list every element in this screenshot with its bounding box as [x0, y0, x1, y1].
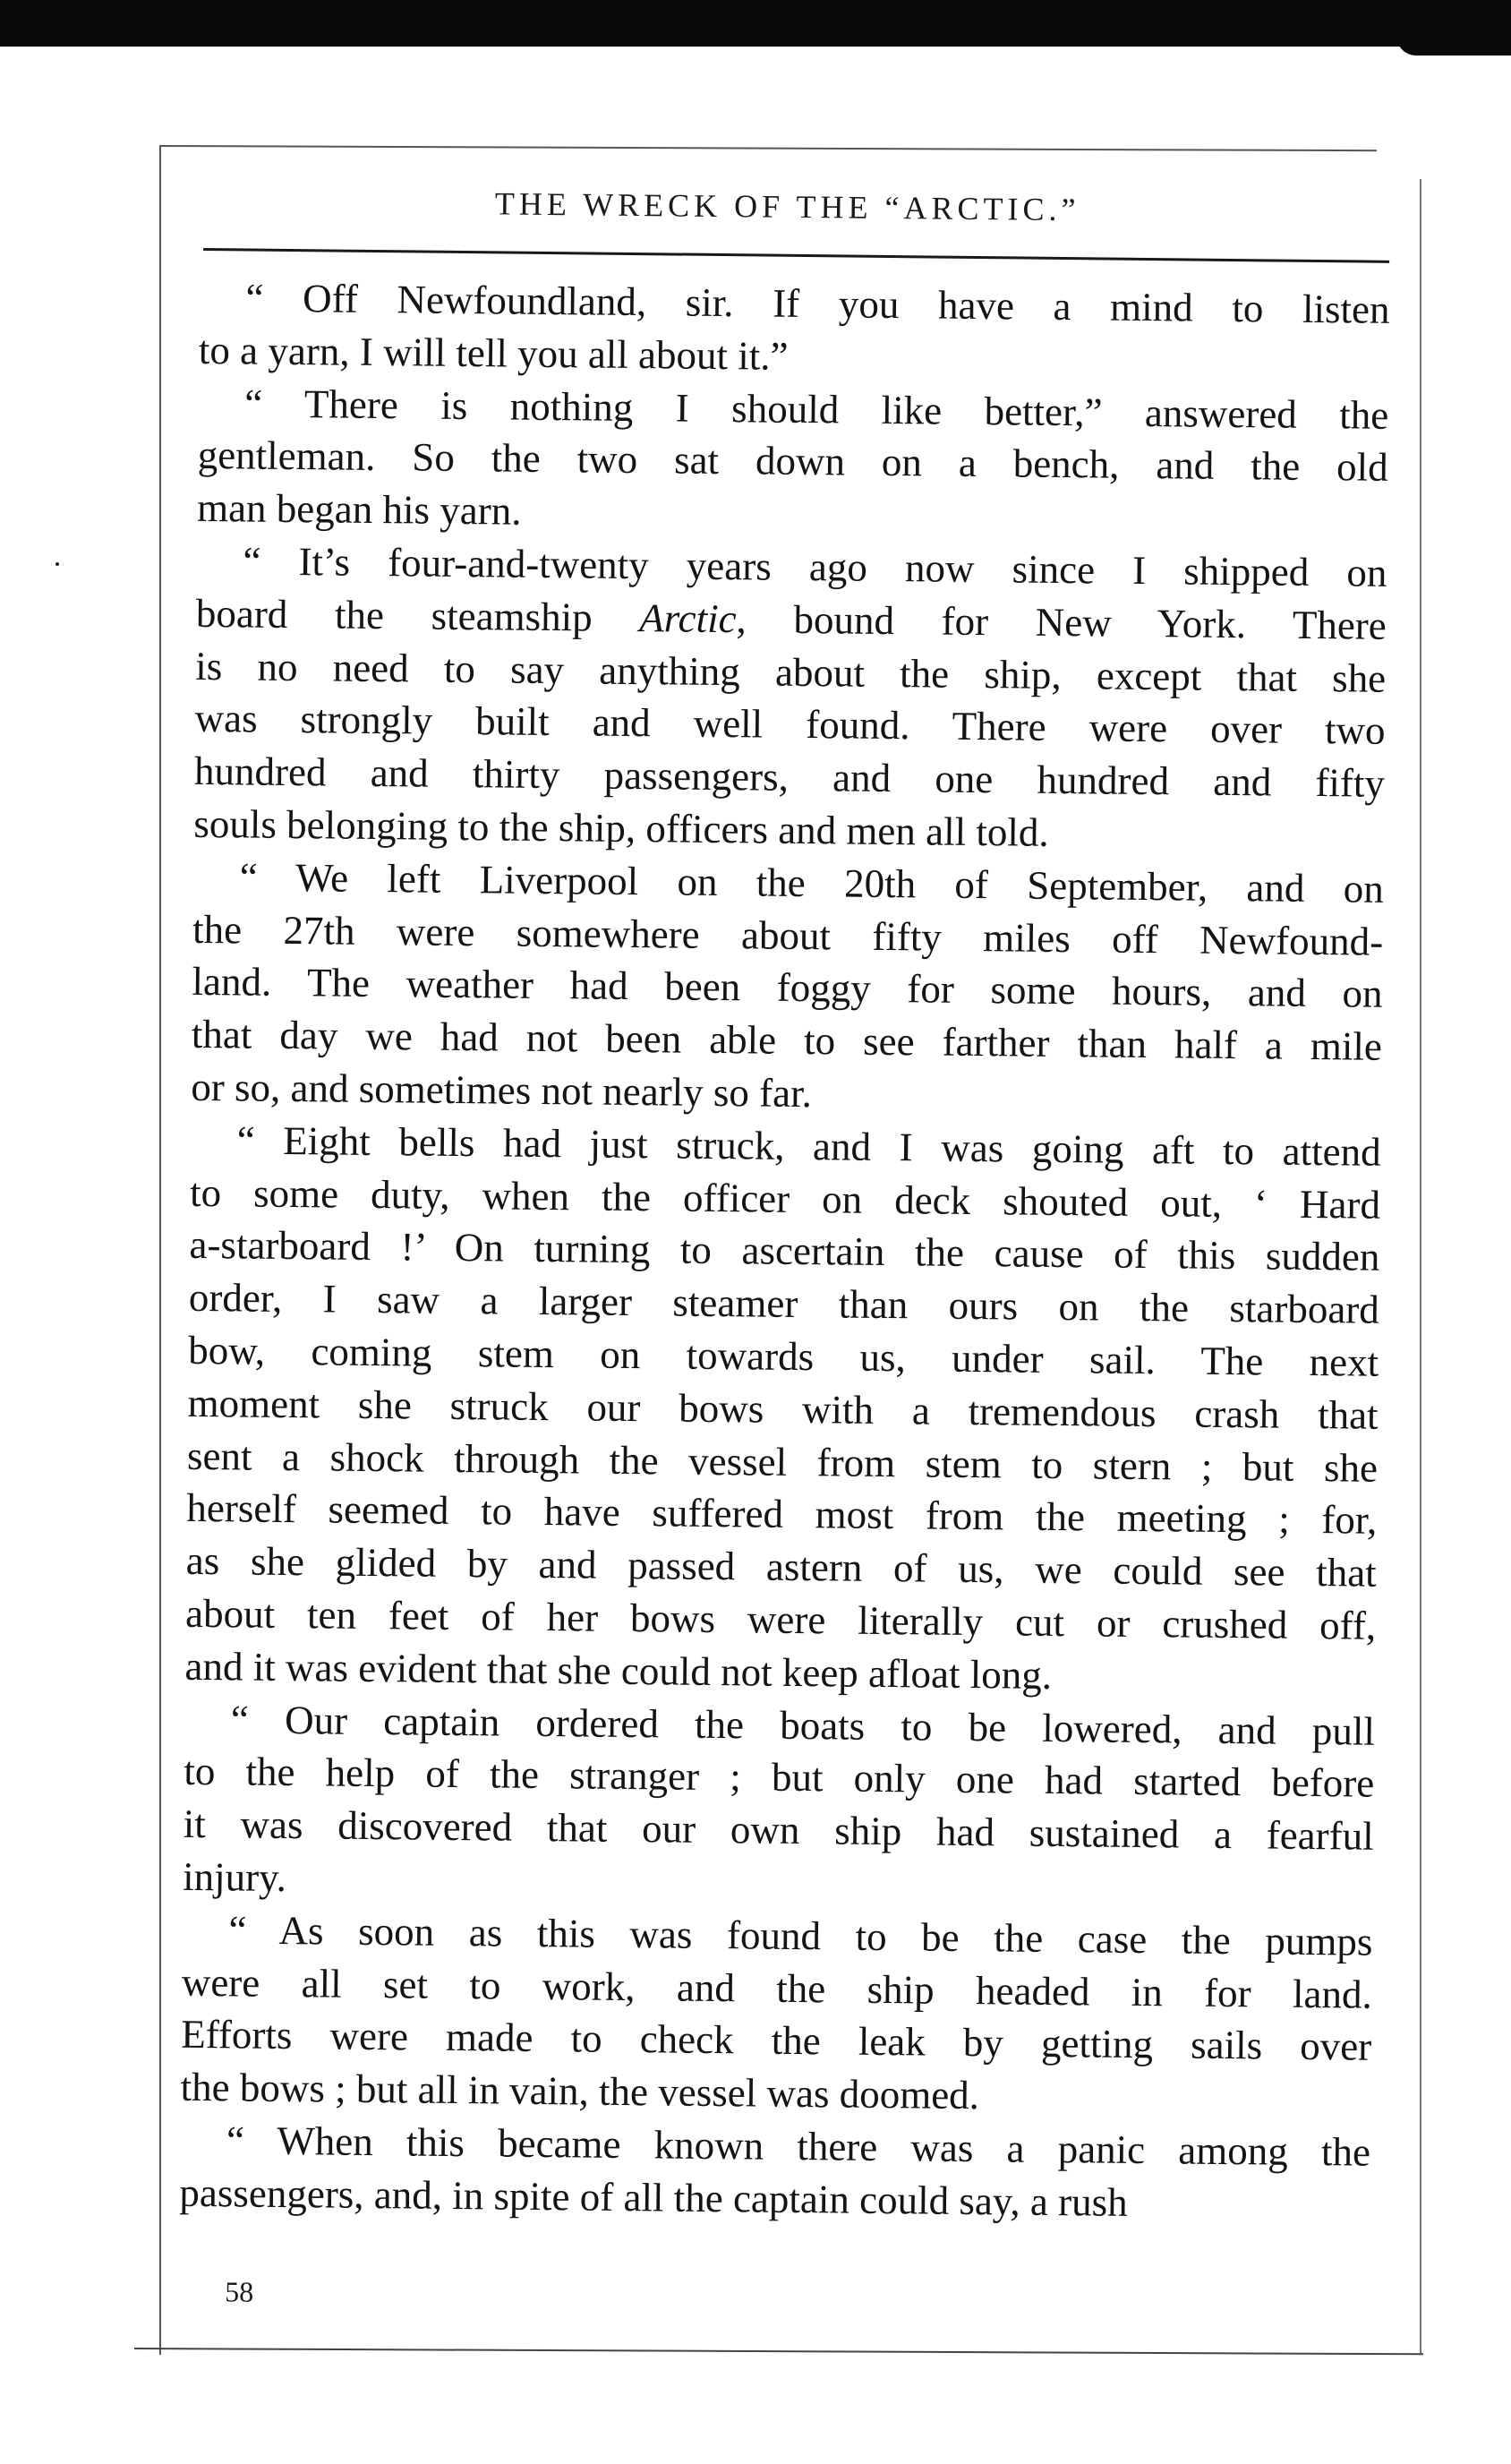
text-line: as she glided by and passed astern of us, we could see that [185, 1537, 1377, 1596]
text-line: the bows ; but all in vain, the vessel was doomed. [180, 2064, 980, 2118]
text-line: “ Eight bells had just struck, and I was going aft to attend [236, 1117, 1381, 1175]
ship-name-italic: Arctic [639, 595, 737, 641]
text-line: was strongly built and well found. There were over two [194, 696, 1386, 754]
text-line: order, I saw a larger steamer than ours on the starboard [188, 1274, 1380, 1332]
text-line: bow, coming stem on towards us, under sail. The next [188, 1327, 1379, 1385]
page-number: 58 [225, 2275, 254, 2308]
text-line: that day we had not been able to see farther than half a mile [191, 1012, 1383, 1069]
text-line: sent a shock through the vessel from stem to stern ; but she [186, 1433, 1379, 1491]
text-line: souls belonging to the ship, officers and men all told. [193, 800, 1049, 855]
text-line: herself seemed to have suffered most from the meeting ; for, [186, 1485, 1378, 1544]
text-line: to some duty, when the officer on deck shouted out, ‘ Hard [189, 1169, 1381, 1228]
text-line: “ Our captain ordered the boats to be lowered, and pull [230, 1696, 1376, 1754]
text-line: man began his yarn. [196, 485, 522, 534]
text-line: about ten feet of her bows were literally cut or crushed off, [184, 1590, 1377, 1648]
text-line: “ It’s four-and-twenty years ago now since I shipped on [243, 538, 1387, 595]
text-line: “ We left Liverpool on the 20th of September, and on [239, 854, 1384, 911]
text-line: were all set to work, and the ship headed in for land. [181, 1959, 1373, 2017]
text-line: “ There is nothing I should like better,” answered the [244, 381, 1389, 438]
running-head: THE WRECK OF THE “ARCTIC.” [494, 185, 1080, 228]
text-line: “ As soon as this was found to be the case the pumps [228, 1907, 1373, 1964]
text-line: and it was evident that she could not keep afloat long. [184, 1643, 1053, 1698]
paragraph [179, 2114, 1370, 2232]
paragraph [191, 851, 1384, 1126]
text-line: moment she struck our bows with a tremendous crash that [187, 1380, 1379, 1438]
text-line: “ When this became known there was a panic among the [226, 2118, 1371, 2175]
text-line: to a yarn, I will tell you all about it.” [198, 327, 789, 379]
text-line: hundred and thirty passengers, and one hundred and fifty [193, 749, 1386, 806]
paragraph [184, 1114, 1381, 1706]
paragraph [199, 271, 1390, 389]
text-line: is no need to say anything about the ship, except that she [195, 643, 1387, 701]
text-line: it was discovered that our own ship had sustained a fearful [183, 1801, 1374, 1859]
text-line: injury. [182, 1853, 287, 1900]
text-line: gentleman. So the two sat down on a bench, and the old [197, 432, 1388, 491]
paragraph [183, 1692, 1375, 1915]
text-line: land. The weather had been foggy for some hours, and on [192, 959, 1383, 1017]
text-line: or so, and sometimes not nearly so far. [191, 1064, 813, 1116]
paragraph [193, 535, 1387, 863]
paragraph [180, 1904, 1372, 2126]
running-head-rule [203, 248, 1389, 263]
text-line: passengers, and, in spite of all the captain could say, a rush [179, 2169, 1128, 2225]
text-line: board the steamship Arctic, bound for New York. There [195, 590, 1387, 648]
text-line: Efforts were made to check the leak by getting sails over [181, 2012, 1372, 2070]
text-line: to the help of the stranger ; but only one had started before [184, 1749, 1375, 1807]
paragraph [197, 377, 1389, 547]
body-text [179, 271, 1390, 2231]
text-line: a-starboard !’ On turning to ascertain the cause of this sudden [189, 1222, 1380, 1280]
text-line: the 27th were somewhere about fifty miles off Newfound- [192, 906, 1384, 964]
text-line: “ Off Newfoundland, sir. If you have a mind to listen [245, 275, 1390, 332]
